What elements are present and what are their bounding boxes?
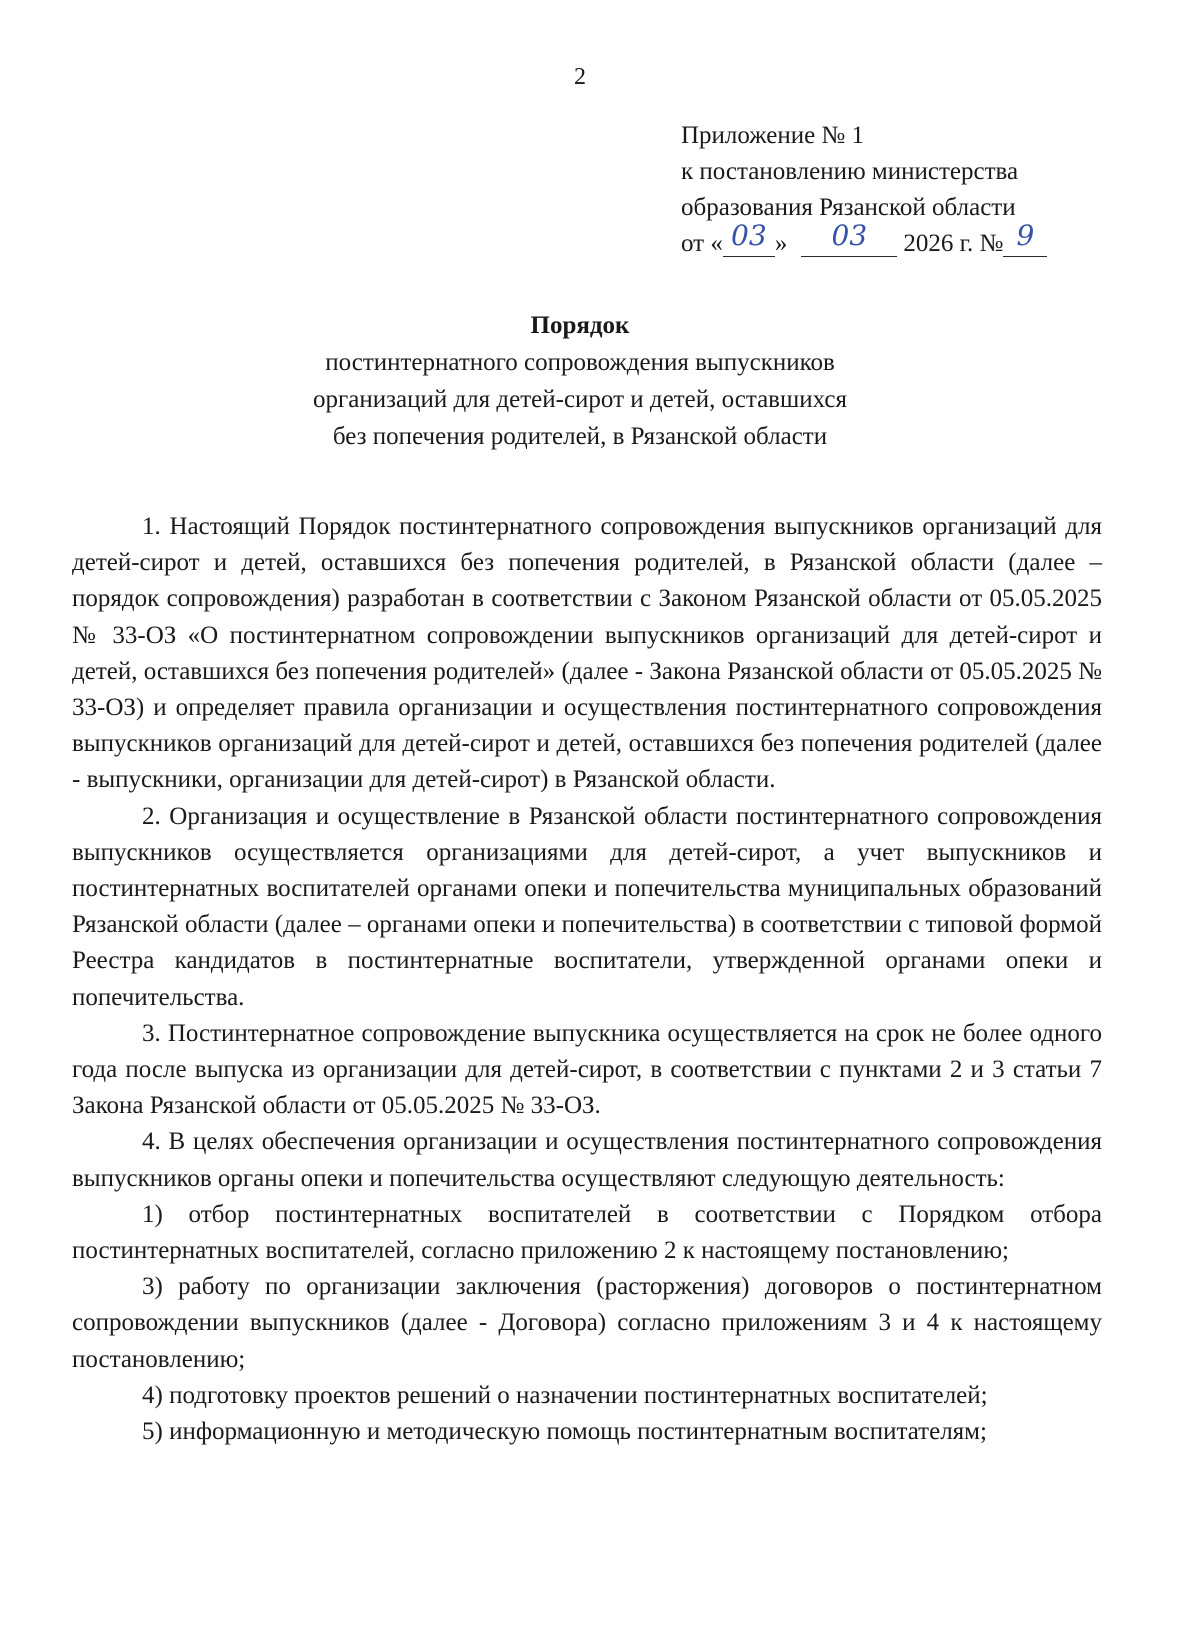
document-title: [0, 307, 1160, 455]
title-line-2: организаций для детей-сирот и детей, оставшихся: [313, 386, 847, 413]
title-line-1: постинтернатного сопровождения выпускников: [325, 349, 835, 376]
document-body: [72, 509, 1102, 1450]
date-prefix: от «: [681, 230, 723, 257]
paragraph-3: 3. Постинтернатное сопровождение выпускника осуществляется на срок не более одного года после выпуска из организации для детей-сирот, в соответствии с пунктами 2 и 3 статьи 7 Закона Рязанской области от 05.05.2025 № 33-ОЗ.: [72, 1019, 1102, 1120]
list-item-5: 5) информационную и методическую помощь постинтернатным воспитателям;: [142, 1418, 987, 1446]
date-year: 2026 г. №: [903, 230, 1004, 257]
paragraph-1: 1. Настоящий Порядок постинтернатного сопровождения выпускников организаций для детей-сирот и детей, оставшихся без попечения родителей, в Рязанской области (далее – порядок сопровождения) разработан в соответствии с Законом Рязанской области от 05.05.2025 № 33-ОЗ «О постинтернатном сопровождении выпускников организаций для детей-сирот и детей, оставшихся без попечения родителей» (далее - Закона Рязанской области от 05.05.2025 № 33-ОЗ) и определяет правила организации и осуществления постинтернатного сопровождения выпускников организаций для детей-сирот и детей, оставшихся без попечения родителей (далее - выпускники, организации для детей-сирот) в Рязанской области.: [72, 513, 1102, 794]
handwritten-month: 03: [831, 219, 868, 252]
list-item-4: 4) подготовку проектов решений о назначении постинтернатных воспитателей;: [142, 1381, 988, 1409]
approval-line-1: Приложение № 1: [681, 122, 865, 149]
approval-line-2: к постановлению министерства: [681, 158, 1019, 185]
handwritten-number: 9: [1016, 219, 1035, 252]
handwritten-day: 03: [731, 219, 767, 252]
approval-date-line: [681, 219, 1047, 262]
title-heading: Порядок: [530, 312, 630, 339]
decree-number-field: [1003, 219, 1047, 257]
paragraph-4: 4. В целях обеспечения организации и осуществления постинтернатного сопровождения выпускников органы опеки и попечительства осуществляют следующую деятельность:: [72, 1128, 1102, 1192]
paragraph-2: 2. Организация и осуществление в Рязанской области постинтернатного сопровождения выпускников осуществляется организациями для детей-сирот, а учет выпускников и постинтернатных воспитателей органами опеки и попечительства муниципальных образований Рязанской области (далее – органами опеки и попечительства) в соответствии с типовой формой Реестра кандидатов в постинтернатные воспитатели, утвержденной органами опеки и попечительства.: [72, 802, 1102, 1011]
approval-block: [681, 118, 1047, 262]
list-item-3: 3) работу по организации заключения (расторжения) договоров о постинтернатном сопровождении выпускников (далее - Договора) согласно приложениям 3 и 4 к настоящему постановлению;: [72, 1273, 1102, 1373]
page-number: 2: [574, 64, 586, 90]
date-day-field: [723, 219, 775, 257]
date-mid: »: [774, 230, 788, 257]
list-item-1: 1) отбор постинтернатных воспитателей в соответствии с Порядком отбора постинтернатных воспитателей, согласно приложению 2 к настоящему постановлению;: [72, 1200, 1102, 1265]
title-line-3: без попечения родителей, в Рязанской области: [332, 423, 828, 450]
date-month-field: [801, 219, 897, 257]
approval-line-3: образования Рязанской области: [681, 194, 1016, 221]
